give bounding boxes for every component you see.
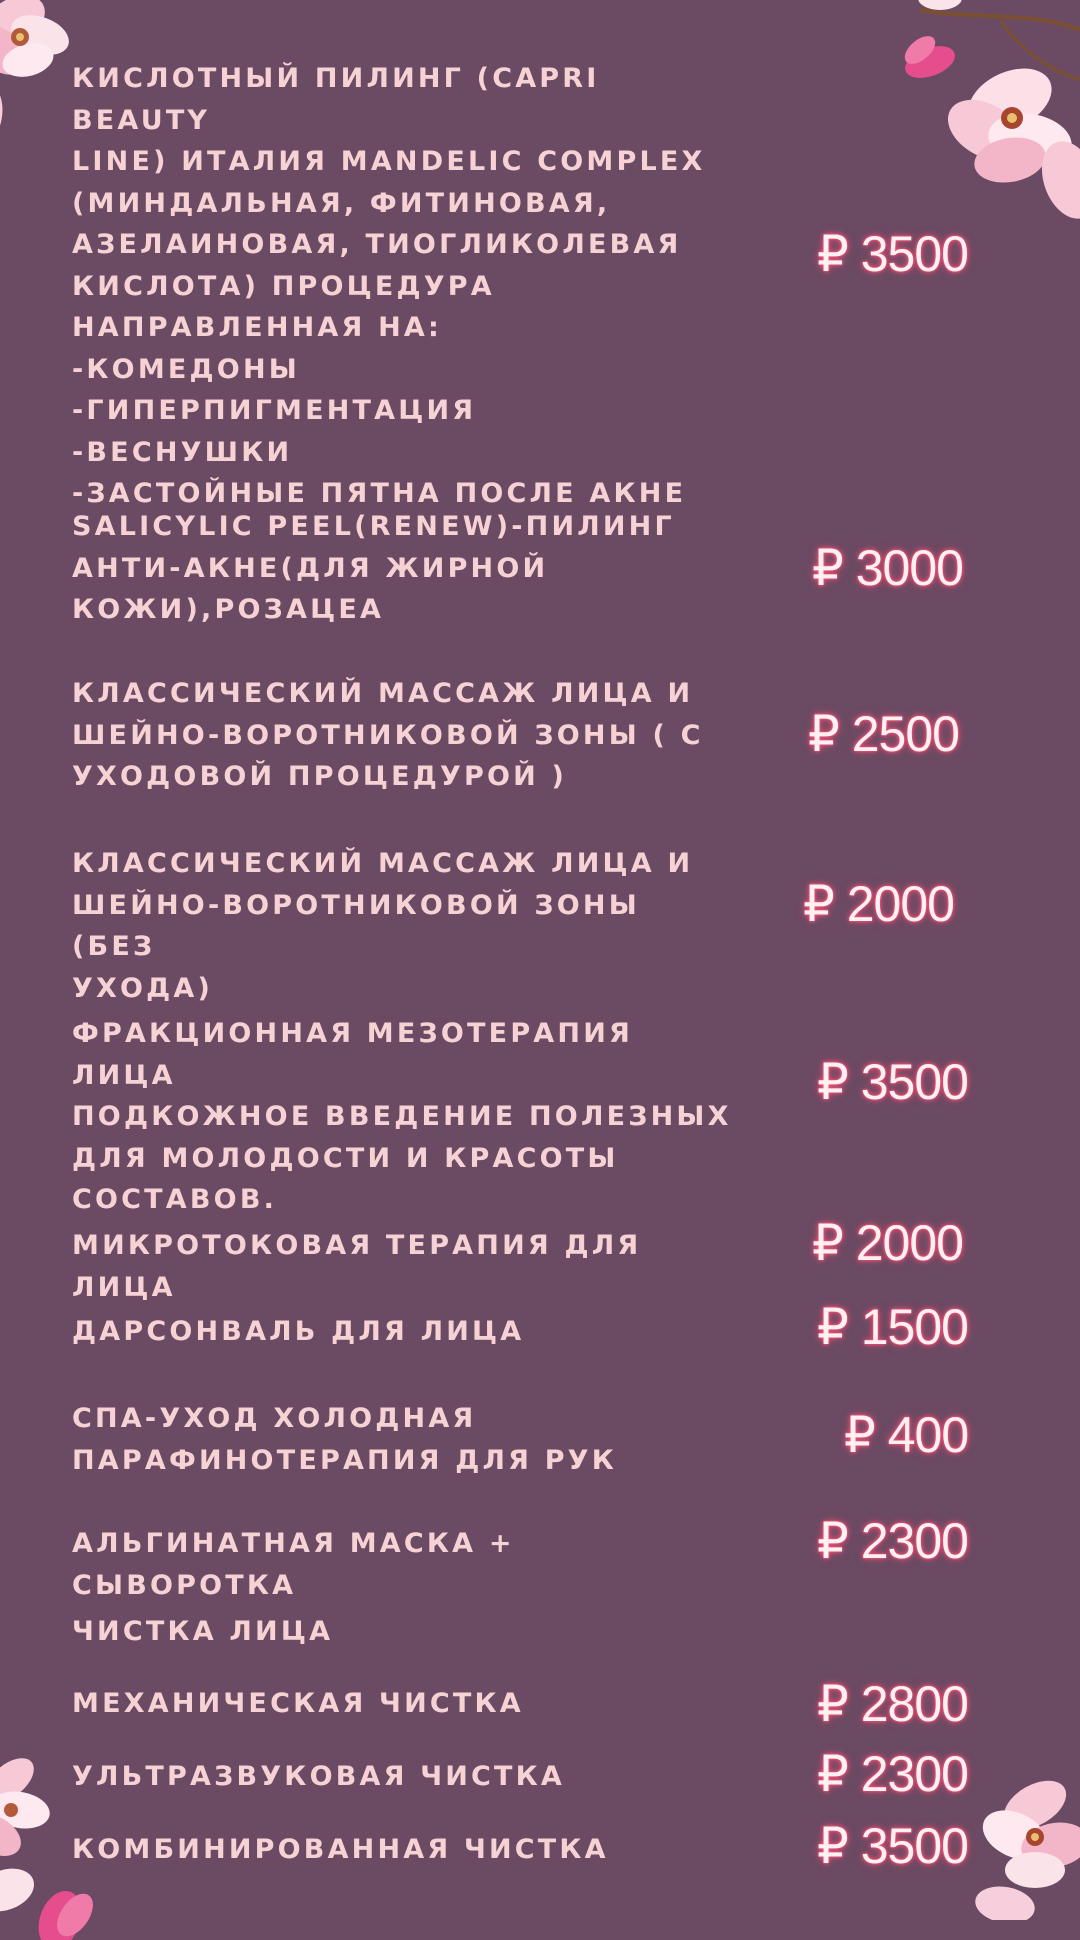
service-name-alginate-mask: АЛЬГИНАТНАЯ МАСКА + СЫВОРОТКА [72, 1528, 515, 1601]
price-darsonval: ₽ 1500 [817, 1299, 968, 1355]
service-name-darsonval: ДАРСОНВАЛЬ ДЛЯ ЛИЦА [72, 1316, 525, 1347]
price-acid-peel: ₽ 3500 [817, 226, 968, 282]
section-title-face-cleaning: ЧИСТКА ЛИЦА [72, 1616, 334, 1647]
service-name-ultrasonic-cleaning: УЛЬТРАЗВУКОВАЯ ЧИСТКА [72, 1761, 566, 1792]
price-microcurrent: ₽ 2000 [812, 1215, 963, 1271]
service-name-paraffin-therapy: СПА-УХОД ХОЛОДНАЯ ПАРАФИНОТЕРАПИЯ ДЛЯ РУК [72, 1403, 617, 1476]
service-name-massage-with-care: КЛАССИЧЕСКИЙ МАССАЖ ЛИЦА И ШЕЙНО-ВОРОТНИКОВОЙ ЗОНЫ ( С УХОДОВОЙ ПРОЦЕДУРОЙ ) [72, 678, 704, 792]
price-massage-without-care: ₽ 2000 [803, 876, 954, 932]
price-combined-cleaning: ₽ 3500 [817, 1818, 968, 1874]
price-salicylic-peel: ₽ 3000 [812, 540, 963, 596]
price-mesotherapy: ₽ 3500 [817, 1054, 968, 1110]
price-massage-with-care: ₽ 2500 [808, 706, 959, 762]
price-ultrasonic-cleaning: ₽ 2300 [817, 1746, 968, 1802]
service-name-microcurrent: МИКРОТОКОВАЯ ТЕРАПИЯ ДЛЯ ЛИЦА [72, 1230, 642, 1303]
price-mechanical-cleaning: ₽ 2800 [817, 1676, 968, 1732]
service-name-massage-without-care: КЛАССИЧЕСКИЙ МАССАЖ ЛИЦА И ШЕЙНО-ВОРОТНИКОВОЙ ЗОНЫ (БЕЗ УХОДА) [72, 848, 694, 1004]
service-name-acid-peel: КИСЛОТНЫЙ ПИЛИНГ (CAPRI BEAUTY LINE) ИТАЛИЯ MANDELIC COMPLEX (МИНДАЛЬНАЯ, ФИТИНОВАЯ, АЗЕЛАИНОВАЯ, ТИОГЛИКОЛЕВАЯ КИСЛОТА) ПРОЦЕДУРА НАПРАВЛЕННАЯ НА: -КОМЕДОНЫ -ГИПЕРПИГМЕНТАЦИЯ -ВЕСНУШКИ -ЗАСТОЙНЫЕ ПЯТНА ПОСЛЕ АКНЕ [72, 63, 706, 509]
service-name-mechanical-cleaning: МЕХАНИЧЕСКАЯ ЧИСТКА [72, 1688, 524, 1719]
service-name-mesotherapy: ФРАКЦИОННАЯ МЕЗОТЕРАПИЯ ЛИЦА ПОДКОЖНОЕ ВВЕДЕНИЕ ПОЛЕЗНЫХ ДЛЯ МОЛОДОСТИ И КРАСОТЫ СОСТАВОВ. [72, 1018, 732, 1215]
service-name-combined-cleaning: КОМБИНИРОВАННАЯ ЧИСТКА [72, 1834, 609, 1865]
price-alginate-mask: ₽ 2300 [817, 1513, 968, 1569]
price-paraffin-therapy: ₽ 400 [844, 1407, 969, 1463]
service-name-salicylic-peel: SALICYLIC PEEL(RENEW)-ПИЛИНГ АНТИ-АКНЕ(ДЛЯ ЖИРНОЙ КОЖИ),РОЗАЦЕА [72, 511, 675, 625]
magnolia-bottom-right-icon [975, 1775, 1080, 1920]
